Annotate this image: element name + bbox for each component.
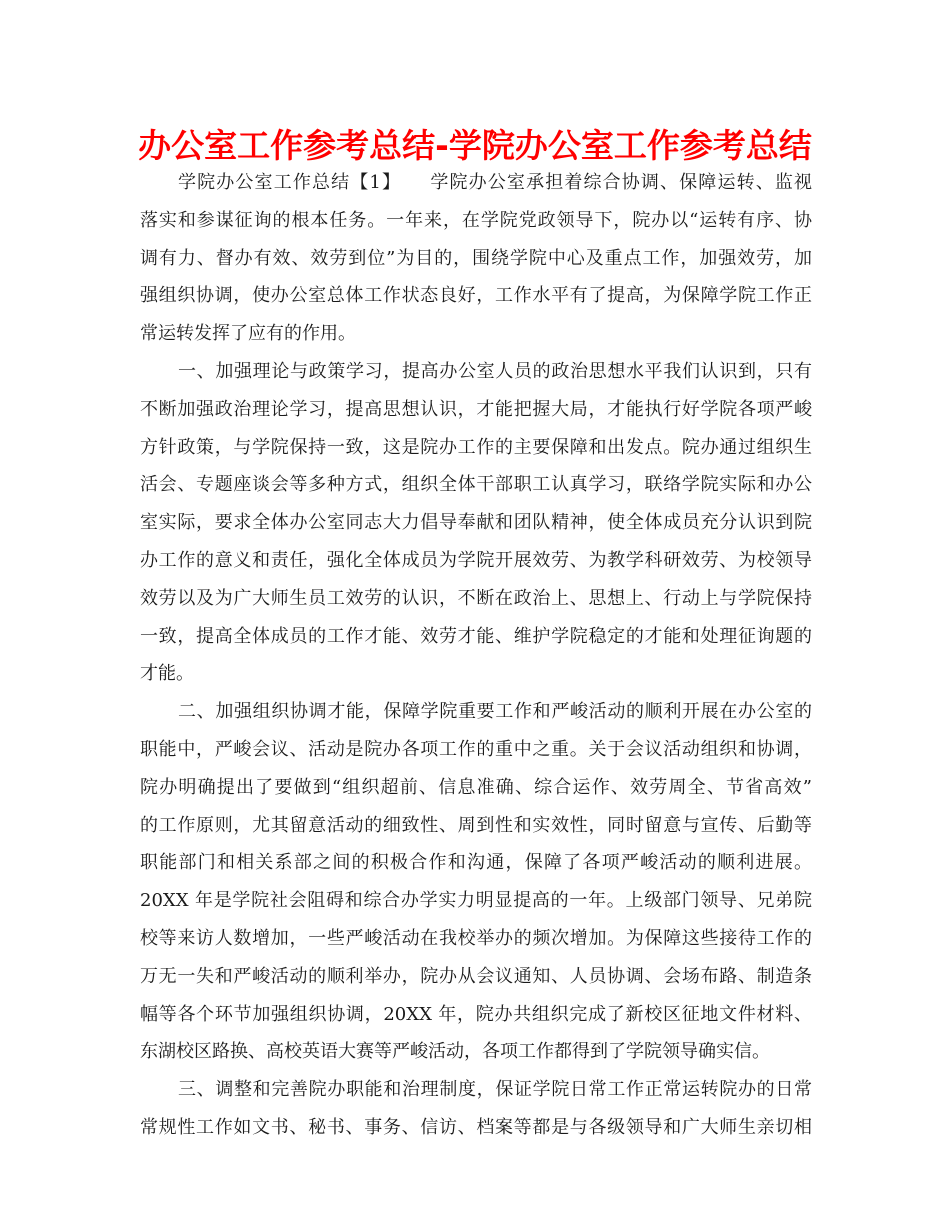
body-line: 校等来访人数增加，一些严峻活动在我校举办的频次增加。为保障这些接待工作的 (140, 927, 812, 949)
body-line: 的工作原则，尤其留意活动的细致性、周到性和实效性，同时留意与宣传、后勤等 (140, 814, 812, 836)
body-line: 一、加强理论与政策学习，提高办公室人员的政治思想水平我们认识到，只有 (178, 360, 812, 382)
body-line: 室实际，要求全体办公室同志大力倡导奉献和团队精神，使全体成员充分认识到院 (140, 512, 812, 534)
body-line: 才能。 (140, 663, 194, 685)
body-line: 20XX 年是学院社会阻碍和综合办学实力明显提高的一年。上级部门领导、兄弟院 (140, 890, 812, 912)
body-line: 学院办公室工作总结【1】 学院办公室承担着综合协调、保障运转、监视 (178, 172, 812, 193)
body-line: 东湖校区路换、高校英语大赛等严峻活动，各项工作都得到了学院领导确实信。 (140, 1041, 770, 1063)
document-title: 办公室工作参考总结-学院办公室工作参考总结 (138, 126, 812, 165)
body-line: 常运转发挥了应有的作用。 (140, 323, 356, 345)
body-line: 三、调整和完善院办职能和治理制度，保证学院日常工作正常运转院办的日常 (178, 1079, 812, 1101)
body-line: 落实和参谋征询的根本任务。一年来，在学院党政领导下，院办以“运转有序、协 (140, 209, 812, 231)
body-line: 职能中，严峻会议、活动是院办各项工作的重中之重。关于会议活动组织和协调， (140, 738, 812, 760)
body-line: 职能部门和相关系部之间的积极合作和沟通，保障了各项严峻活动的顺利进展。 (140, 852, 812, 874)
body-line: 强组织协调，使办公室总体工作状态良好，工作水平有了提高，为保障学院工作正 (140, 285, 812, 307)
document-body (140, 164, 812, 1147)
body-line: 二、加强组织协调才能，保障学院重要工作和严峻活动的顺利开展在办公室的 (178, 701, 812, 723)
body-line: 万无一失和严峻活动的顺利举办，院办从会议通知、人员协调、会场布路、制造条 (140, 965, 812, 987)
body-line: 活会、专题座谈会等多种方式，组织全体干部职工认真学习，联络学院实际和办公 (140, 474, 812, 496)
body-line: 效劳以及为广大师生员工效劳的认识，不断在政治上、思想上、行动上与学院保持 (140, 587, 812, 609)
body-line: 常规性工作如文书、秘书、事务、信访、档案等都是与各级领导和广大师生亲切相 (140, 1116, 812, 1138)
body-line: 幅等各个环节加强组织协调，20XX 年，院办共组织完成了新校区征地文件材料、 (140, 1003, 812, 1025)
body-line: 不断加强政治理论学习，提高思想认识，才能把握大局，才能执行好学院各项严峻 (140, 398, 812, 420)
body-line: 一致，提高全体成员的工作才能、效劳才能、维护学院稳定的才能和处理征询题的 (140, 625, 812, 647)
body-line: 院办明确提出了要做到“组织超前、信息准确、综合运作、效劳周全、节省高效” (140, 776, 812, 798)
body-line: 方针政策，与学院保持一致，这是院办工作的主要保障和出发点。院办通过组织生 (140, 436, 812, 458)
body-line: 调有力、督办有效、效劳到位”为目的，围绕学院中心及重点工作，加强效劳，加 (140, 247, 812, 269)
body-line: 办工作的意义和责任，强化全体成员为学院开展效劳、为教学科研效劳、为校领导 (140, 549, 812, 571)
